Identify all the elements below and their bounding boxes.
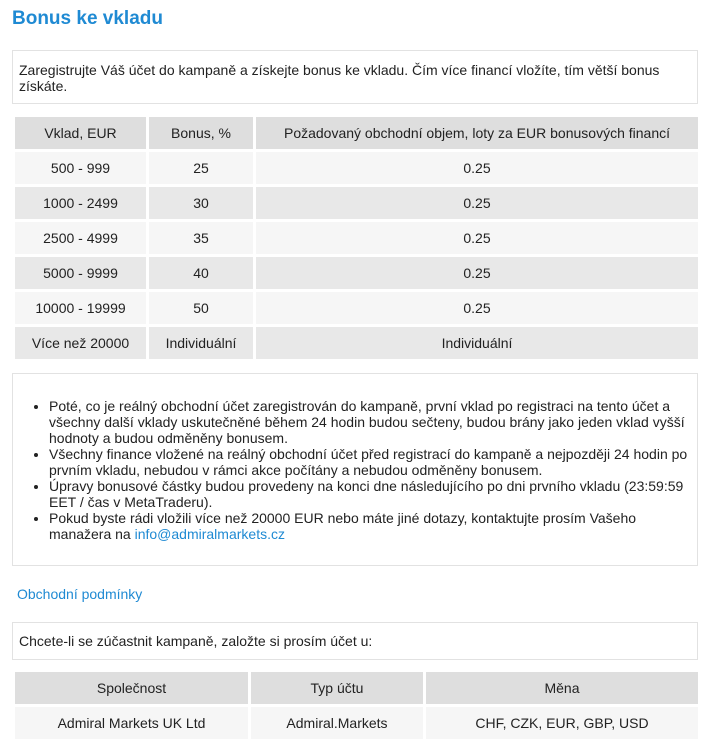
bonus-table — [12, 114, 701, 362]
table-row — [15, 257, 698, 289]
volume-cell: 0.25 — [256, 292, 698, 324]
deposit-cell: 10000 - 19999 — [15, 292, 146, 324]
bonus-cell: 40 — [149, 257, 253, 289]
column-header-currency: Měna — [426, 672, 698, 704]
deposit-cell: 500 - 999 — [15, 152, 146, 184]
bonus-cell: 35 — [149, 222, 253, 254]
intro-text: Zaregistrujte Váš účet do kampaně a získejte bonus ke vkladu. Čím více financí vložíte, tím větší bonus získáte. — [19, 62, 660, 94]
deposit-cell: 2500 - 4999 — [15, 222, 146, 254]
company-cell: Admiral Markets UK Ltd — [15, 707, 248, 739]
page-title: Bonus ke vkladu — [12, 8, 163, 29]
table-row — [15, 152, 698, 184]
table-row — [15, 187, 698, 219]
bonus-table-header-row — [15, 117, 698, 149]
contact-text: Pokud byste rádi vložili více než 20000 EUR nebo máte jiné dotazy, kontaktujte prosím Vašeho manažera na — [49, 510, 637, 542]
bonus-cell: 25 — [149, 152, 253, 184]
volume-cell: 0.25 — [256, 257, 698, 289]
bonus-cell: 30 — [149, 187, 253, 219]
email-link[interactable]: info@admiralmarkets.cz — [134, 526, 285, 542]
deposit-cell: Více než 20000 — [15, 327, 146, 359]
currency-cell: CHF, CZK, EUR, GBP, USD — [426, 707, 698, 739]
conditions-list — [13, 398, 691, 542]
cta-text: Chcete-li se zúčastnit kampaně, založte si prosím účet u: — [19, 633, 373, 649]
column-header-required-volume: Požadovaný obchodní objem, loty za EUR bonusových financí — [256, 117, 698, 149]
company-table — [12, 669, 701, 742]
column-header-deposit: Vklad, EUR — [15, 117, 146, 149]
bonus-cell: 50 — [149, 292, 253, 324]
list-item: • Úpravy bonusové částky budou provedeny na konci dne následujícího po dni prvního vkladu (23:59:59 EET / čas v MetaTraderu). — [49, 478, 691, 510]
volume-cell: 0.25 — [256, 152, 698, 184]
bonus-cell: Individuální — [149, 327, 253, 359]
deposit-cell: 1000 - 2499 — [15, 187, 146, 219]
intro-box — [12, 50, 698, 104]
column-header-account-type: Typ účtu — [251, 672, 423, 704]
column-header-company: Společnost — [15, 672, 248, 704]
volume-cell: 0.25 — [256, 187, 698, 219]
cta-box — [12, 622, 698, 660]
table-row — [15, 327, 698, 359]
deposit-cell: 5000 - 9999 — [15, 257, 146, 289]
volume-cell: 0.25 — [256, 222, 698, 254]
list-item: • Všechny finance vložené na reálný obchodní účet před registrací do kampaně a nejpozději 24 hodin po prvním vkladu, nebudou v rámci akce počítány a nebudou odměněny bonusem. — [49, 446, 691, 478]
table-row — [15, 292, 698, 324]
table-row — [15, 707, 698, 739]
account-type-cell: Admiral.Markets — [251, 707, 423, 739]
terms-link[interactable]: Obchodní podmínky — [17, 586, 143, 602]
table-row — [15, 222, 698, 254]
conditions-box — [12, 373, 698, 566]
volume-cell: Individuální — [256, 327, 698, 359]
column-header-bonus: Bonus, % — [149, 117, 253, 149]
company-table-header-row — [15, 672, 698, 704]
list-item — [49, 510, 691, 542]
list-item: • Poté, co je reálný obchodní účet zaregistrován do kampaně, první vklad po registraci na tento účet a všechny další vklady uskutečněné během 24 hodin budou sečteny, budou brány jako jeden vklad vyšší hodnoty a budou odměněny bonusem. — [49, 398, 691, 446]
